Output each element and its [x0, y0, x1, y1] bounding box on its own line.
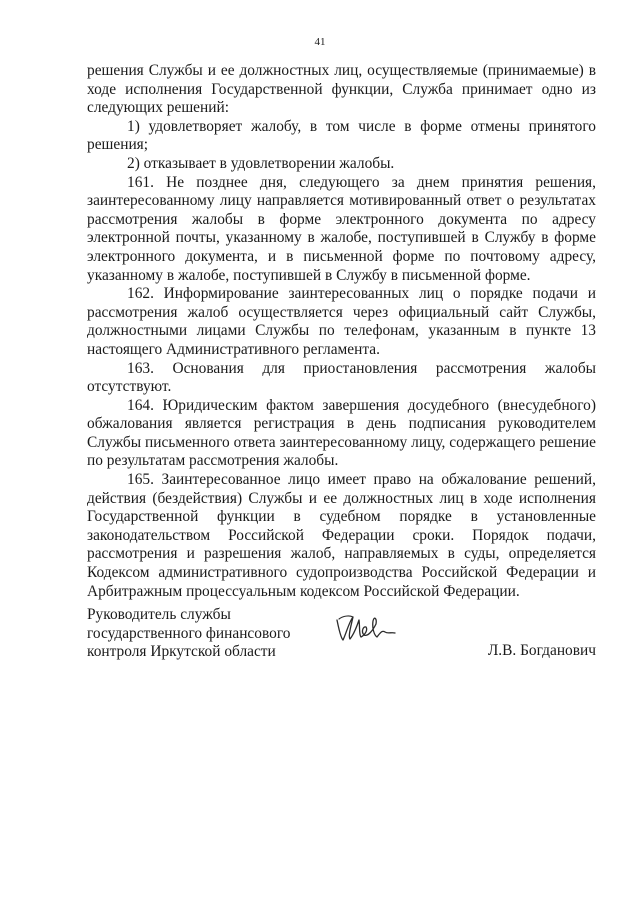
signer-name: Л.В. Богданович [487, 642, 596, 659]
signer-title-line-3: контроля Иркутской области [87, 643, 276, 661]
signature-block [87, 606, 596, 666]
page-number: 41 [314, 36, 326, 48]
signer-title [87, 606, 327, 662]
paragraph-161: 161. Не позднее дня, следующего за днем принятия решения, заинтересованному лицу направляется мотивированный ответ о результатах рассмотрения жалобы в форме электронного документа по адресу электронной почты, указанному в жалобе, поступившей в Службу в форме электронного документа, и в письменной форме по почтовому адресу, указанному в жалобе, поступившей в Службу в письменной форме. [87, 173, 596, 284]
signer-title-line-2: государственного финансового [87, 624, 291, 642]
paragraph-162: 162. Информирование заинтересованных лиц о порядке подачи и рассмотрения жалоб осуществляется через официальный сайт Службы, должностными лицами Службы по телефонам, указанным в пункте 13 настоящего Административного регламента. [87, 285, 596, 358]
paragraph-item-1: 1) удовлетворяет жалобу, в том числе в форме отмены принятого решения; [87, 117, 596, 154]
signer-title-line-1: Руководитель службы [87, 606, 231, 623]
paragraph-item-2: 2) отказывает в удовлетворении жалобы. [127, 154, 395, 172]
paragraph-164: 164. Юридическим фактом завершения досудебного (внесудебного) обжалования является регистрация в день подписания руководителем Службы письменного ответа заинтересованному лицу, содержащего решение по результатам рассмотрения жалобы. [87, 396, 596, 470]
handwritten-signature [333, 608, 403, 648]
document-body [87, 62, 596, 601]
paragraph-intro: решения Службы и ее должностных лиц, осуществляемые (принимаемые) в ходе исполнения Государственной функции, Служба принимает одно из следующих решений: [87, 62, 596, 117]
paragraph-163: 163. Основания для приостановления рассмотрения жалобы отсутствуют. [87, 359, 596, 396]
paragraph-165: 165. Заинтересованное лицо имеет право на обжалование решений, действия (бездействия) Службы и ее должностных лиц в ходе исполнения Государственной функции в судебном порядке в установленные законодательством Российской Федерации сроки. Порядок подачи, рассмотрения и разрешения жалоб, направляемых в суды, определяется Кодексом административного судопроизводства Российской Федерации и Арбитражным процессуальным кодексом Российской Федерации. [87, 471, 596, 600]
